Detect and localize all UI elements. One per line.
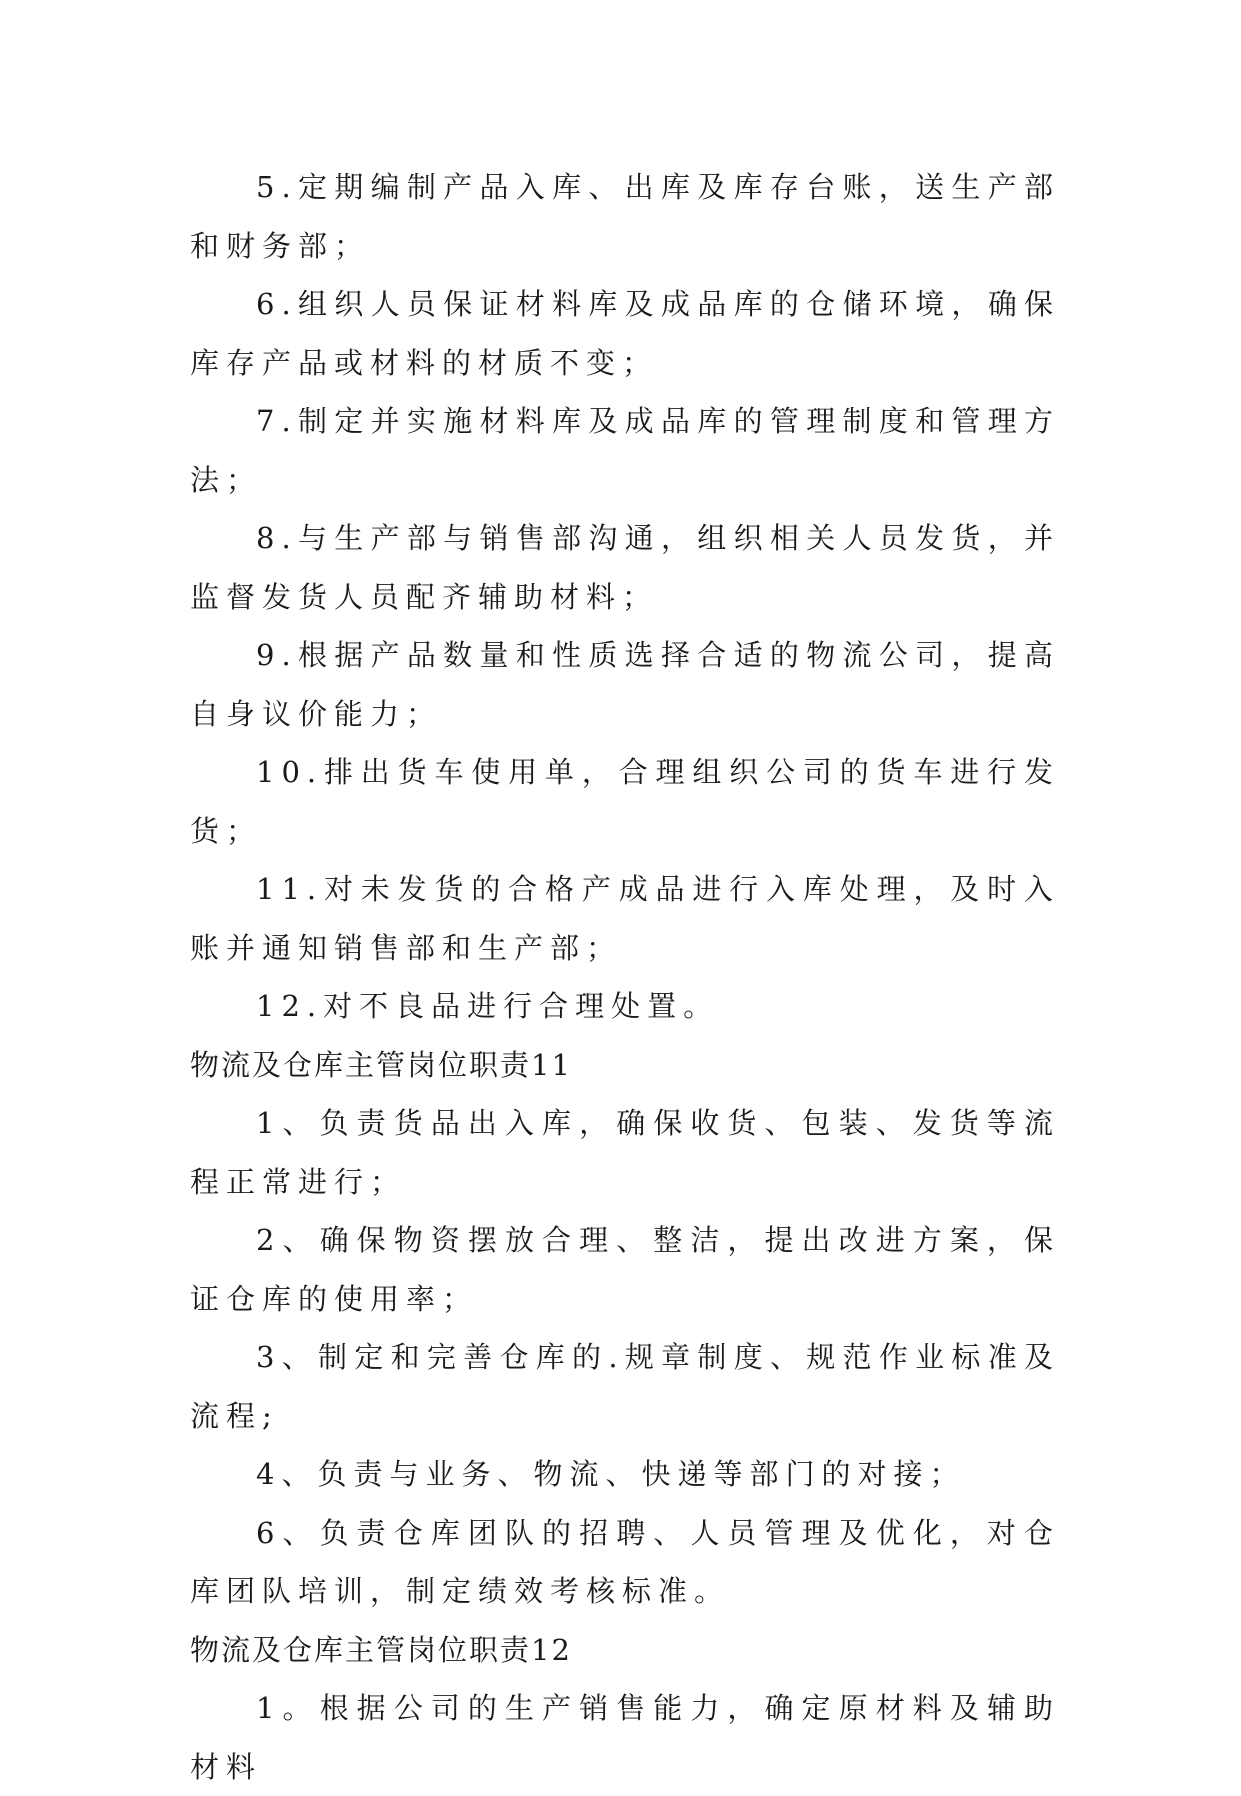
duty-item-12: 12.对不良品进行合理处置。 [256, 989, 720, 1023]
duty-item-s11-1: 1、负责货品出入库，确保收货、包装、发货等流程正常进行； [190, 1106, 1060, 1199]
duty-item-11: 11.对未发货的合格产成品进行入库处理，及时入账并通知销售部和生产部； [190, 872, 1060, 965]
duty-item-6: 6.组织人员保证材料库及成品库的仓储环境，确保库存产品或材料的材质不变； [190, 287, 1060, 380]
duty-item-5: 5.定期编制产品入库、出库及库存台账，送生产部和财务部； [190, 170, 1060, 263]
duty-item-9: 9.根据产品数量和性质选择合适的物流公司，提高自身议价能力； [190, 638, 1060, 731]
duty-item-s11-6: 6、负责仓库团队的招聘、人员管理及优化，对仓库团队培训，制定绩效考核标准。 [190, 1515, 1060, 1608]
duty-item-s11-4: 4、负责与业务、物流、快递等部门的对接； [256, 1457, 966, 1491]
section-heading-11: 物流及仓库主管岗位职责11 [190, 1047, 572, 1082]
section-heading-12: 物流及仓库主管岗位职责12 [190, 1632, 572, 1667]
document-body [190, 158, 1060, 1796]
duty-item-7: 7.制定并实施材料库及成品库的管理制度和管理方法； [190, 404, 1060, 497]
duty-item-s11-2: 2、确保物资摆放合理、整洁，提出改进方案，保证仓库的使用率； [190, 1223, 1060, 1316]
duty-item-s11-3: 3、制定和完善仓库的.规章制度、规范作业标准及流程; [190, 1340, 1060, 1433]
duty-item-s12-1: 1。根据公司的生产销售能力，确定原材料及辅助材料 [190, 1691, 1060, 1784]
duty-item-8: 8.与生产部与销售部沟通，组织相关人员发货，并监督发货人员配齐辅助材料； [190, 521, 1060, 614]
duty-item-10: 10.排出货车使用单，合理组织公司的货车进行发货； [190, 755, 1060, 848]
